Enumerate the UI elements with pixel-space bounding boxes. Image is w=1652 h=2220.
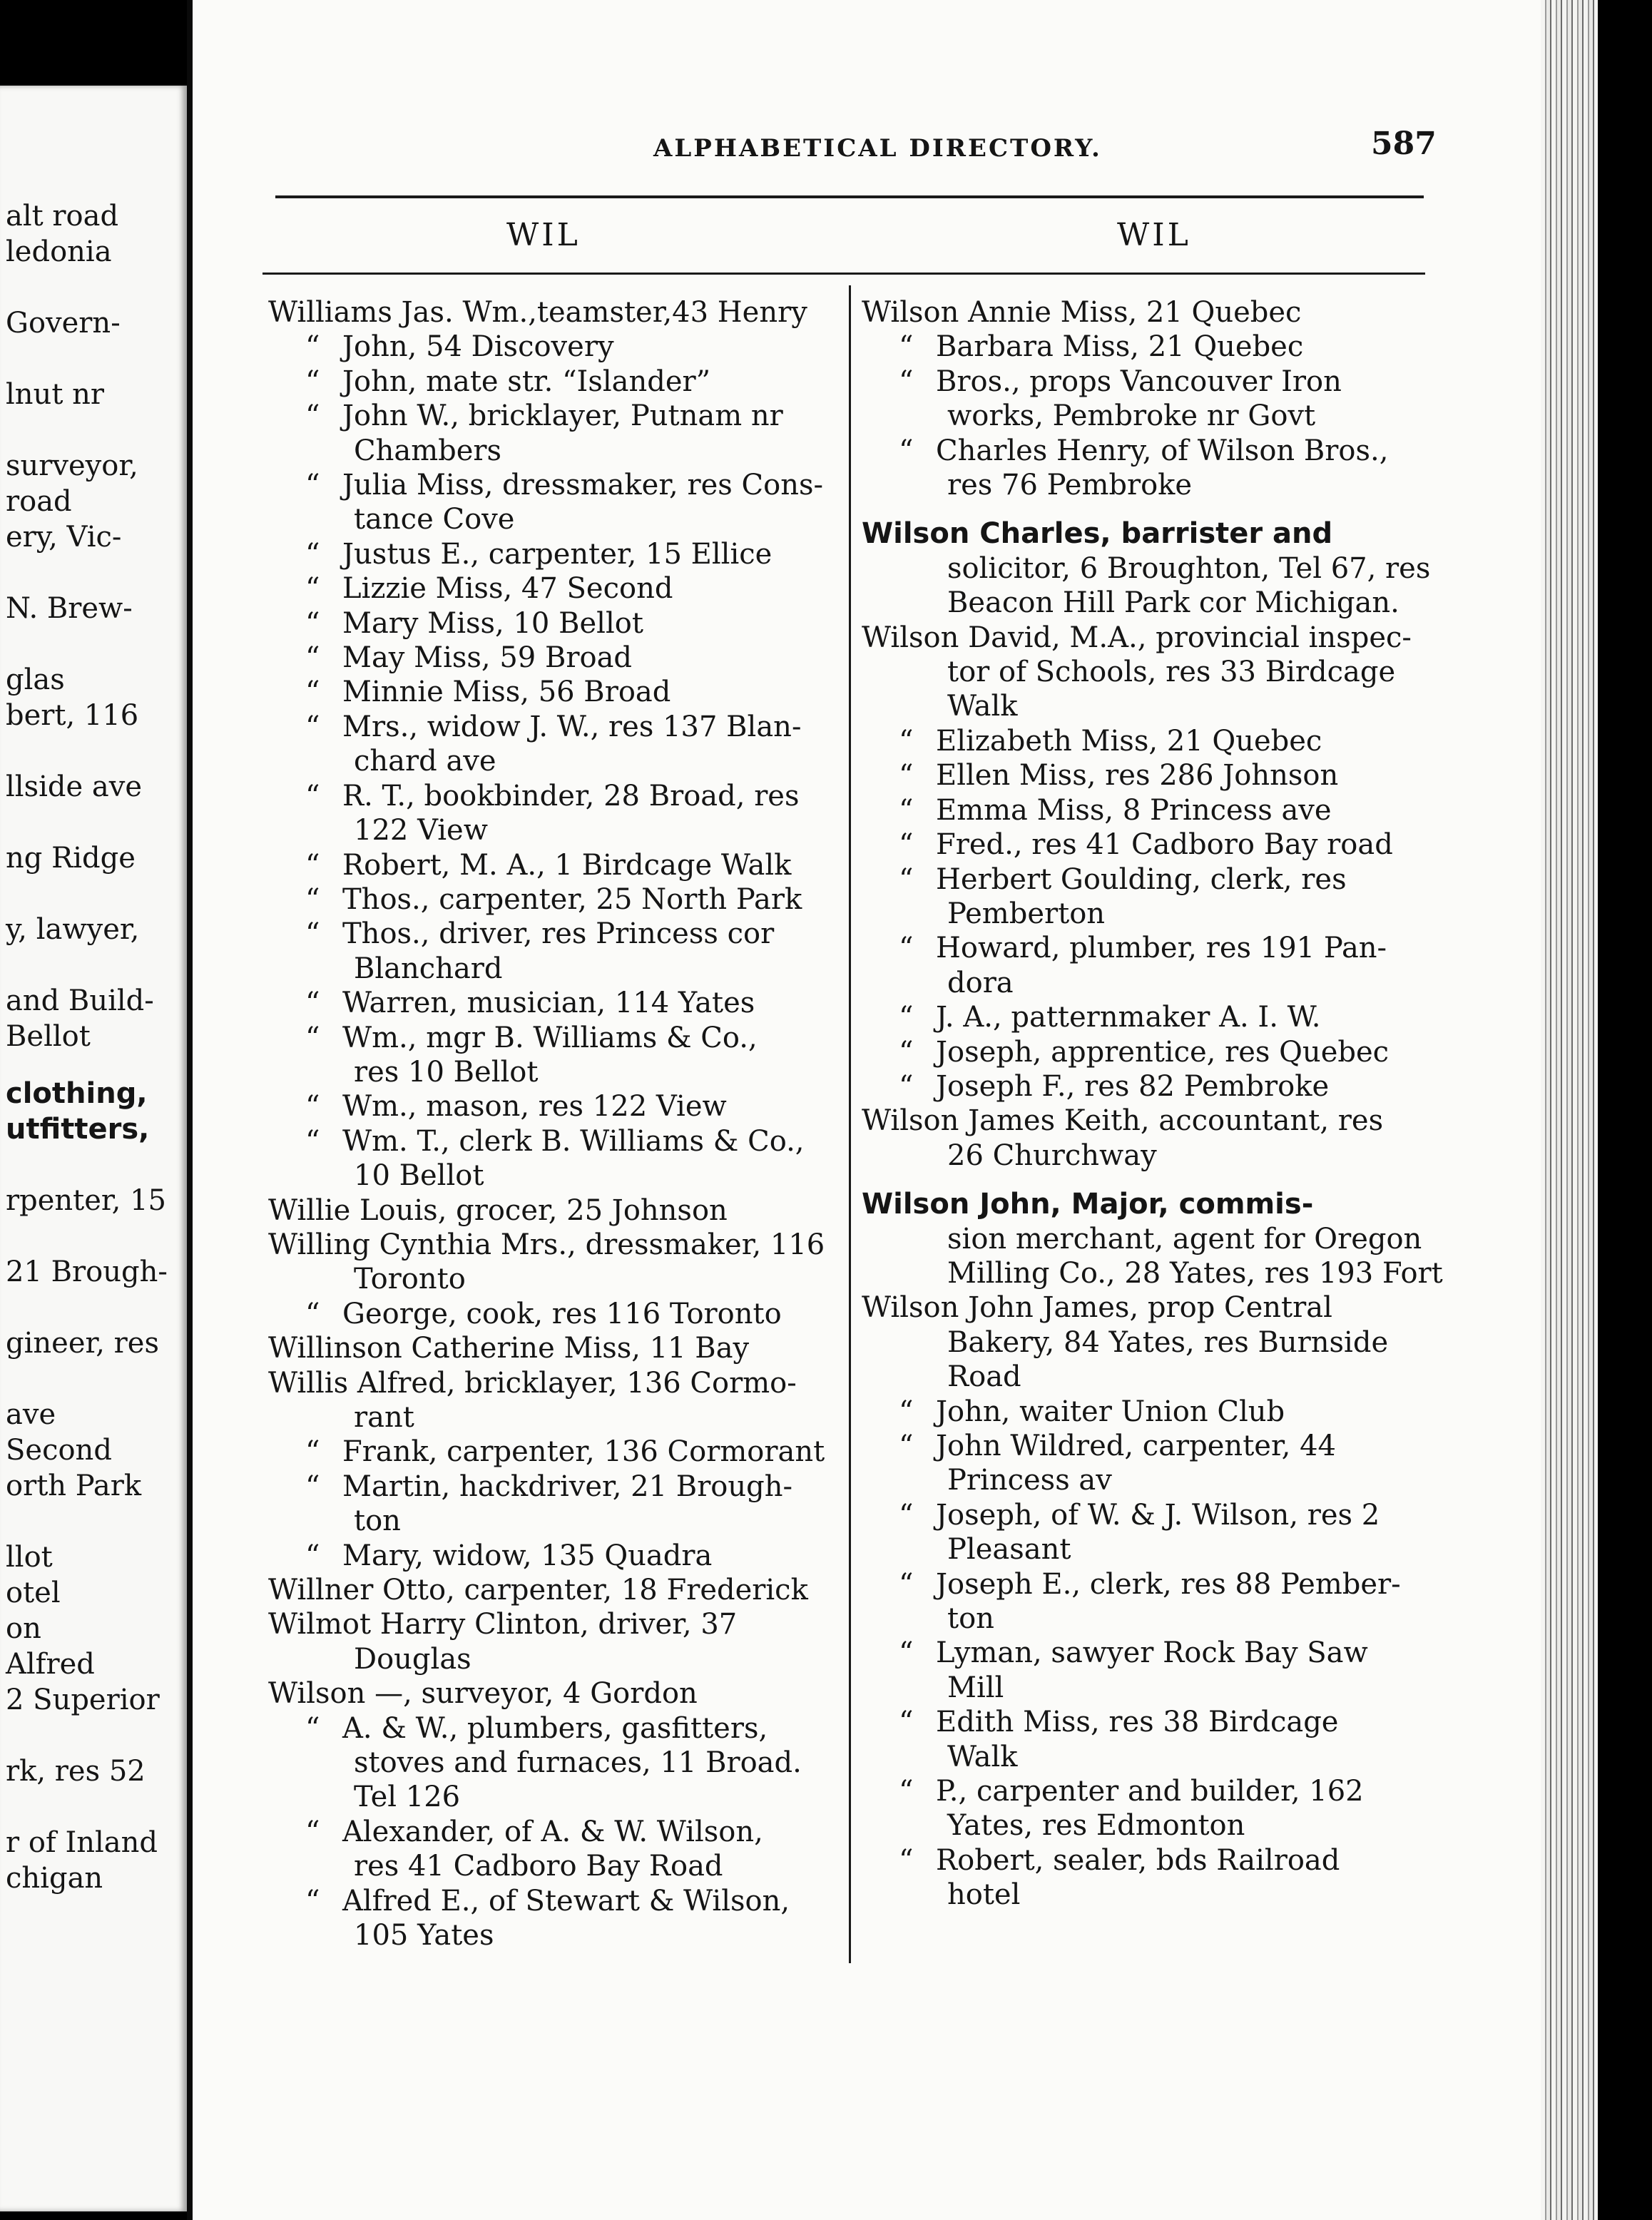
facing-page-text: y, lawyer, bbox=[6, 913, 140, 946]
ditto-mark: “ bbox=[899, 1395, 914, 1428]
ditto-mark: “ bbox=[899, 330, 914, 364]
entry-text: Wilmot Harry Clinton, driver, 37 bbox=[268, 1608, 738, 1641]
column-head-rule bbox=[262, 273, 1425, 275]
facing-page-text: rk, res 52 bbox=[6, 1755, 146, 1788]
directory-entry bbox=[268, 399, 839, 433]
directory-entry bbox=[862, 931, 1432, 965]
directory-entry bbox=[268, 1366, 839, 1400]
book-gutter bbox=[187, 0, 193, 2220]
directory-entry-continuation: 105 Yates bbox=[354, 1919, 494, 1952]
entry-text: John, waiter Union Club bbox=[936, 1395, 1285, 1428]
directory-entry-continuation: res 76 Pembroke bbox=[947, 469, 1193, 502]
facing-page-text: ave bbox=[6, 1398, 56, 1431]
ditto-mark: “ bbox=[899, 1843, 914, 1877]
entry-text: Wm., mgr B. Williams & Co., bbox=[342, 1021, 758, 1054]
directory-entry bbox=[862, 1290, 1432, 1325]
ditto-mark: “ bbox=[305, 572, 320, 606]
directory-entry bbox=[268, 710, 839, 744]
directory-entry-continuation: 122 View bbox=[354, 814, 488, 847]
ditto-mark: “ bbox=[899, 793, 914, 827]
page-edges bbox=[1541, 0, 1598, 2220]
directory-entry bbox=[268, 1228, 839, 1262]
facing-page-text: gineer, res bbox=[6, 1327, 159, 1360]
directory-entry-continuation: dora bbox=[947, 966, 1014, 999]
directory-entry-continuation: tance Cove bbox=[354, 503, 515, 536]
directory-entry bbox=[862, 1705, 1432, 1739]
directory-entry-continuation: ton bbox=[354, 1504, 401, 1538]
directory-entry-continuation: Yates, res Edmonton bbox=[947, 1809, 1245, 1843]
entry-text: John, 54 Discovery bbox=[342, 330, 614, 364]
entry-text: Robert, sealer, bds Railroad bbox=[936, 1843, 1340, 1877]
directory-entry-continuation: Walk bbox=[947, 1740, 1018, 1773]
entry-text: Charles Henry, of Wilson Bros., bbox=[936, 434, 1389, 467]
directory-entry bbox=[862, 1104, 1432, 1138]
entry-text: Howard, plumber, res 191 Pan- bbox=[936, 932, 1387, 965]
directory-entry-continuation: Douglas bbox=[354, 1642, 471, 1676]
right-column-head: WIL bbox=[1117, 217, 1191, 253]
directory-entry bbox=[862, 1429, 1432, 1463]
directory-entry-continuation: res 10 Bellot bbox=[354, 1055, 539, 1089]
directory-entry bbox=[268, 1435, 839, 1469]
entry-text: John Wildred, carpenter, 44 bbox=[936, 1430, 1336, 1462]
directory-entry bbox=[862, 1498, 1432, 1532]
page-number: 587 bbox=[1371, 126, 1437, 162]
directory-entry bbox=[862, 793, 1432, 828]
ditto-mark: “ bbox=[305, 1884, 320, 1918]
directory-entry-continuation: sion merchant, agent for Oregon bbox=[947, 1222, 1422, 1256]
directory-entry bbox=[268, 1021, 839, 1055]
directory-entry bbox=[862, 1035, 1432, 1069]
ditto-mark: “ bbox=[899, 1035, 914, 1069]
directory-entry-continuation: Princess av bbox=[947, 1464, 1112, 1497]
facing-page-text: otel bbox=[6, 1577, 61, 1609]
facing-page-text: 2 Superior bbox=[6, 1684, 160, 1716]
directory-entry-continuation: Chambers bbox=[354, 434, 502, 467]
ditto-mark: “ bbox=[305, 469, 320, 502]
entry-text: Ellen Miss, res 286 Johnson bbox=[936, 759, 1339, 793]
directory-entry-continuation: 26 Churchway bbox=[947, 1139, 1157, 1172]
directory-entry-continuation: Walk bbox=[947, 690, 1018, 723]
directory-entry bbox=[268, 675, 839, 709]
ditto-mark: “ bbox=[305, 1470, 320, 1503]
entry-text: Willinson Catherine Miss, 11 Bay bbox=[268, 1332, 750, 1365]
ditto-mark: “ bbox=[899, 1430, 914, 1462]
directory-entry bbox=[268, 537, 839, 571]
entry-text: Herbert Goulding, clerk, res bbox=[936, 862, 1347, 896]
entry-text: Thos., driver, res Princess cor bbox=[342, 917, 775, 951]
ditto-mark: “ bbox=[305, 1021, 320, 1054]
ditto-mark: “ bbox=[305, 1815, 320, 1848]
directory-entry bbox=[268, 779, 839, 813]
facing-page-text: on bbox=[6, 1612, 41, 1645]
entry-text: Martin, hackdriver, 21 Brough- bbox=[342, 1470, 793, 1503]
ditto-mark: “ bbox=[899, 828, 914, 862]
entry-text: Joseph, of W. & J. Wilson, res 2 bbox=[936, 1498, 1380, 1532]
ditto-mark: “ bbox=[305, 330, 320, 364]
directory-entry-continuation: Tel 126 bbox=[354, 1781, 461, 1814]
facing-page-text: clothing, bbox=[6, 1077, 148, 1110]
entry-text: Wm., mason, res 122 View bbox=[342, 1090, 727, 1124]
directory-entry-continuation: Blanchard bbox=[354, 952, 503, 985]
directory-entry bbox=[862, 295, 1432, 330]
directory-entry bbox=[268, 1607, 839, 1641]
directory-entry-continuation: works, Pembroke nr Govt bbox=[947, 399, 1316, 433]
ditto-mark: “ bbox=[899, 1636, 914, 1670]
directory-entry-continuation: hotel bbox=[947, 1878, 1021, 1912]
facing-page-text: rpenter, 15 bbox=[6, 1184, 166, 1217]
directory-entry bbox=[862, 1395, 1432, 1429]
directory-entry bbox=[268, 1539, 839, 1573]
facing-page-fragment bbox=[0, 86, 187, 2211]
directory-entry-continuation: Beacon Hill Park cor Michigan. bbox=[947, 586, 1399, 620]
directory-entry bbox=[268, 1573, 839, 1607]
entry-text: J. A., patternmaker A. I. W. bbox=[936, 1001, 1321, 1034]
ditto-mark: “ bbox=[899, 862, 914, 896]
facing-page-text: Govern- bbox=[6, 307, 121, 340]
directory-entry bbox=[268, 1676, 839, 1711]
directory-entry bbox=[268, 1711, 839, 1746]
facing-page-text: ng Ridge bbox=[6, 842, 136, 875]
directory-entry bbox=[268, 917, 839, 951]
directory-entry bbox=[268, 1124, 839, 1159]
ditto-mark: “ bbox=[305, 676, 320, 709]
entry-text: A. & W., plumbers, gasfitters, bbox=[342, 1711, 768, 1745]
column-divider bbox=[849, 285, 851, 1963]
directory-entry bbox=[862, 862, 1432, 897]
directory-entry bbox=[268, 986, 839, 1020]
ditto-mark: “ bbox=[305, 917, 320, 951]
entry-text: Mary Miss, 10 Bellot bbox=[342, 606, 643, 640]
directory-entry bbox=[268, 1331, 839, 1365]
directory-entry bbox=[862, 1636, 1432, 1670]
entry-text: Willing Cynthia Mrs., dressmaker, 116 bbox=[268, 1228, 825, 1261]
entry-text: Willner Otto, carpenter, 18 Frederick bbox=[268, 1574, 808, 1607]
directory-entry-continuation: Road bbox=[947, 1360, 1021, 1394]
directory-entry bbox=[268, 330, 839, 364]
ditto-mark: “ bbox=[305, 882, 320, 916]
entry-text: Wilson —, surveyor, 4 Gordon bbox=[268, 1677, 698, 1711]
directory-entry bbox=[862, 330, 1432, 364]
ditto-mark: “ bbox=[899, 759, 914, 793]
entry-text: Barbara Miss, 21 Quebec bbox=[936, 330, 1304, 364]
ditto-mark: “ bbox=[305, 779, 320, 813]
facing-page-text: Bellot bbox=[6, 1020, 91, 1053]
entry-text: Bros., props Vancouver Iron bbox=[936, 365, 1342, 398]
ditto-mark: “ bbox=[899, 724, 914, 758]
entry-text: Lyman, sawyer Rock Bay Saw bbox=[936, 1636, 1368, 1670]
facing-page-text: glas bbox=[6, 663, 65, 696]
directory-entry bbox=[268, 641, 839, 675]
directory-entry-continuation: ton bbox=[947, 1602, 994, 1636]
entry-text: Emma Miss, 8 Princess ave bbox=[936, 793, 1332, 827]
directory-entry bbox=[862, 1567, 1432, 1602]
facing-page-text: 21 Brough- bbox=[6, 1256, 168, 1288]
directory-entry bbox=[268, 1470, 839, 1504]
directory-entry bbox=[268, 468, 839, 502]
entry-text: Joseph, apprentice, res Quebec bbox=[936, 1035, 1390, 1069]
ditto-mark: “ bbox=[305, 537, 320, 571]
directory-entry bbox=[862, 1069, 1432, 1104]
left-column bbox=[268, 295, 839, 1953]
entry-text: Mrs., widow J. W., res 137 Blan- bbox=[342, 710, 802, 743]
facing-page-text: N. Brew- bbox=[6, 592, 133, 625]
ditto-mark: “ bbox=[305, 1435, 320, 1469]
entry-text: Joseph F., res 82 Pembroke bbox=[936, 1069, 1330, 1103]
directory-entry bbox=[268, 1884, 839, 1918]
entry-text: R. T., bookbinder, 28 Broad, res bbox=[342, 779, 800, 813]
ditto-mark: “ bbox=[305, 848, 320, 882]
ditto-mark: “ bbox=[305, 1297, 320, 1330]
ditto-mark: “ bbox=[899, 932, 914, 965]
directory-entry-continuation: Milling Co., 28 Yates, res 193 Fort bbox=[947, 1256, 1443, 1290]
directory-entry bbox=[862, 1843, 1432, 1878]
entry-text: Alfred E., of Stewart & Wilson, bbox=[342, 1884, 790, 1918]
directory-entry bbox=[268, 1815, 839, 1849]
entry-text: Warren, musician, 114 Yates bbox=[342, 987, 755, 1020]
ditto-mark: “ bbox=[305, 606, 320, 640]
entry-text: Lizzie Miss, 47 Second bbox=[342, 572, 673, 606]
entry-text: Williams Jas. Wm.,teamster,43 Henry bbox=[268, 296, 807, 329]
ditto-mark: “ bbox=[305, 1711, 320, 1745]
facing-page-text: Alfred bbox=[6, 1648, 95, 1681]
directory-entry-continuation: stoves and furnaces, 11 Broad. bbox=[354, 1746, 802, 1780]
directory-entry-continuation: chard ave bbox=[354, 745, 496, 778]
directory-entry bbox=[862, 621, 1432, 655]
entry-text: Julia Miss, dressmaker, res Cons- bbox=[342, 469, 824, 502]
facing-page-text: chigan bbox=[6, 1862, 103, 1895]
entry-text: Thos., carpenter, 25 North Park bbox=[342, 882, 802, 916]
entry-text: May Miss, 59 Broad bbox=[342, 641, 633, 675]
entry-text: Joseph E., clerk, res 88 Pember- bbox=[936, 1567, 1401, 1601]
background-right bbox=[1598, 0, 1652, 2220]
directory-entry-continuation: Toronto bbox=[354, 1263, 466, 1296]
ditto-mark: “ bbox=[899, 1001, 914, 1034]
facing-page-text: llot bbox=[6, 1541, 53, 1574]
facing-page-text: alt road bbox=[6, 200, 119, 233]
directory-entry-bold: Wilson Charles, barrister and bbox=[862, 517, 1333, 551]
facing-page-text: bert, 116 bbox=[6, 699, 139, 732]
directory-entry bbox=[862, 1774, 1432, 1808]
entry-text: Mary, widow, 135 Quadra bbox=[342, 1539, 713, 1572]
entry-text: Wilson John James, prop Central bbox=[862, 1291, 1332, 1325]
directory-entry-continuation: tor of Schools, res 33 Birdcage bbox=[947, 656, 1396, 689]
entry-text: Willis Alfred, bricklayer, 136 Cormo- bbox=[268, 1366, 797, 1400]
entry-text: Alexander, of A. & W. Wilson, bbox=[342, 1815, 763, 1848]
entry-text: Robert, M. A., 1 Birdcage Walk bbox=[342, 848, 792, 882]
directory-entry-continuation: 10 Bellot bbox=[354, 1159, 484, 1193]
directory-entry bbox=[268, 848, 839, 882]
directory-entry bbox=[268, 295, 839, 330]
directory-entry bbox=[268, 1089, 839, 1124]
running-head: ALPHABETICAL DIRECTORY. bbox=[653, 134, 1102, 163]
facing-page-text: lnut nr bbox=[6, 378, 104, 411]
ditto-mark: “ bbox=[899, 1498, 914, 1532]
directory-entry bbox=[862, 758, 1432, 793]
directory-entry-continuation: Bakery, 84 Yates, res Burnside bbox=[947, 1325, 1389, 1359]
directory-entry-bold: Wilson John, Major, commis- bbox=[862, 1188, 1314, 1221]
facing-page-text: ery, Vic- bbox=[6, 521, 122, 554]
entry-text: Willie Louis, grocer, 25 Johnson bbox=[268, 1193, 728, 1227]
ditto-mark: “ bbox=[305, 987, 320, 1020]
facing-page-text: llside ave bbox=[6, 770, 143, 803]
directory-entry bbox=[862, 828, 1432, 862]
entry-text: Wilson Annie Miss, 21 Quebec bbox=[862, 296, 1302, 329]
ditto-mark: “ bbox=[899, 365, 914, 398]
entry-text: John, mate str. “Islander” bbox=[342, 365, 711, 398]
directory-entry-continuation: res 41 Cadboro Bay Road bbox=[354, 1850, 723, 1883]
entry-text: Justus E., carpenter, 15 Ellice bbox=[342, 537, 773, 571]
left-column-head: WIL bbox=[506, 217, 581, 253]
ditto-mark: “ bbox=[899, 1775, 914, 1808]
ditto-mark: “ bbox=[305, 399, 320, 433]
ditto-mark: “ bbox=[305, 365, 320, 398]
facing-page-text: Second bbox=[6, 1434, 112, 1467]
ditto-mark: “ bbox=[899, 434, 914, 467]
header-rule bbox=[275, 195, 1424, 198]
ditto-mark: “ bbox=[899, 1069, 914, 1103]
entry-text: George, cook, res 116 Toronto bbox=[342, 1297, 782, 1330]
directory-entry bbox=[862, 365, 1432, 399]
directory-entry-continuation: Pemberton bbox=[947, 897, 1106, 930]
facing-page-text: ledonia bbox=[6, 235, 112, 268]
ditto-mark: “ bbox=[899, 1706, 914, 1739]
entry-text: John W., bricklayer, Putnam nr bbox=[342, 399, 783, 433]
directory-entry bbox=[268, 606, 839, 641]
ditto-mark: “ bbox=[305, 710, 320, 743]
entry-text: Wilson David, M.A., provincial inspec- bbox=[862, 621, 1412, 654]
directory-entry-continuation: Pleasant bbox=[947, 1533, 1071, 1567]
directory-entry-continuation: Mill bbox=[947, 1671, 1004, 1704]
ditto-mark: “ bbox=[305, 1090, 320, 1124]
directory-entry bbox=[862, 1000, 1432, 1034]
entry-text: Elizabeth Miss, 21 Quebec bbox=[936, 724, 1322, 758]
directory-entry-continuation: solicitor, 6 Broughton, Tel 67, res bbox=[947, 551, 1431, 585]
entry-text: Frank, carpenter, 136 Cormorant bbox=[342, 1435, 825, 1469]
ditto-mark: “ bbox=[305, 1539, 320, 1572]
right-column bbox=[862, 295, 1443, 1913]
entry-text: Minnie Miss, 56 Broad bbox=[342, 676, 671, 709]
ditto-mark: “ bbox=[305, 1124, 320, 1158]
entry-text: Wilson James Keith, accountant, res bbox=[862, 1104, 1384, 1138]
facing-page-text: and Build- bbox=[6, 984, 154, 1017]
directory-entry-continuation: rant bbox=[354, 1401, 414, 1434]
directory-entry bbox=[268, 882, 839, 917]
facing-page-text: surveyor, bbox=[6, 449, 138, 482]
directory-entry bbox=[268, 1297, 839, 1331]
directory-entry bbox=[862, 434, 1432, 468]
directory-entry bbox=[862, 724, 1432, 758]
directory-entry bbox=[268, 1193, 839, 1228]
facing-page-text: road bbox=[6, 485, 72, 518]
entry-text: Fred., res 41 Cadboro Bay road bbox=[936, 828, 1393, 862]
facing-page-text: utfitters, bbox=[6, 1113, 150, 1146]
ditto-mark: “ bbox=[899, 1567, 914, 1601]
facing-page-text: r of Inland bbox=[6, 1826, 158, 1859]
entry-text: Edith Miss, res 38 Birdcage bbox=[936, 1706, 1339, 1739]
facing-page-text: orth Park bbox=[6, 1470, 142, 1502]
directory-entry bbox=[268, 365, 839, 399]
entry-text: P., carpenter and builder, 162 bbox=[936, 1775, 1364, 1808]
directory-entry bbox=[268, 571, 839, 606]
entry-text: Wm. T., clerk B. Williams & Co., bbox=[342, 1124, 805, 1158]
ditto-mark: “ bbox=[305, 641, 320, 675]
